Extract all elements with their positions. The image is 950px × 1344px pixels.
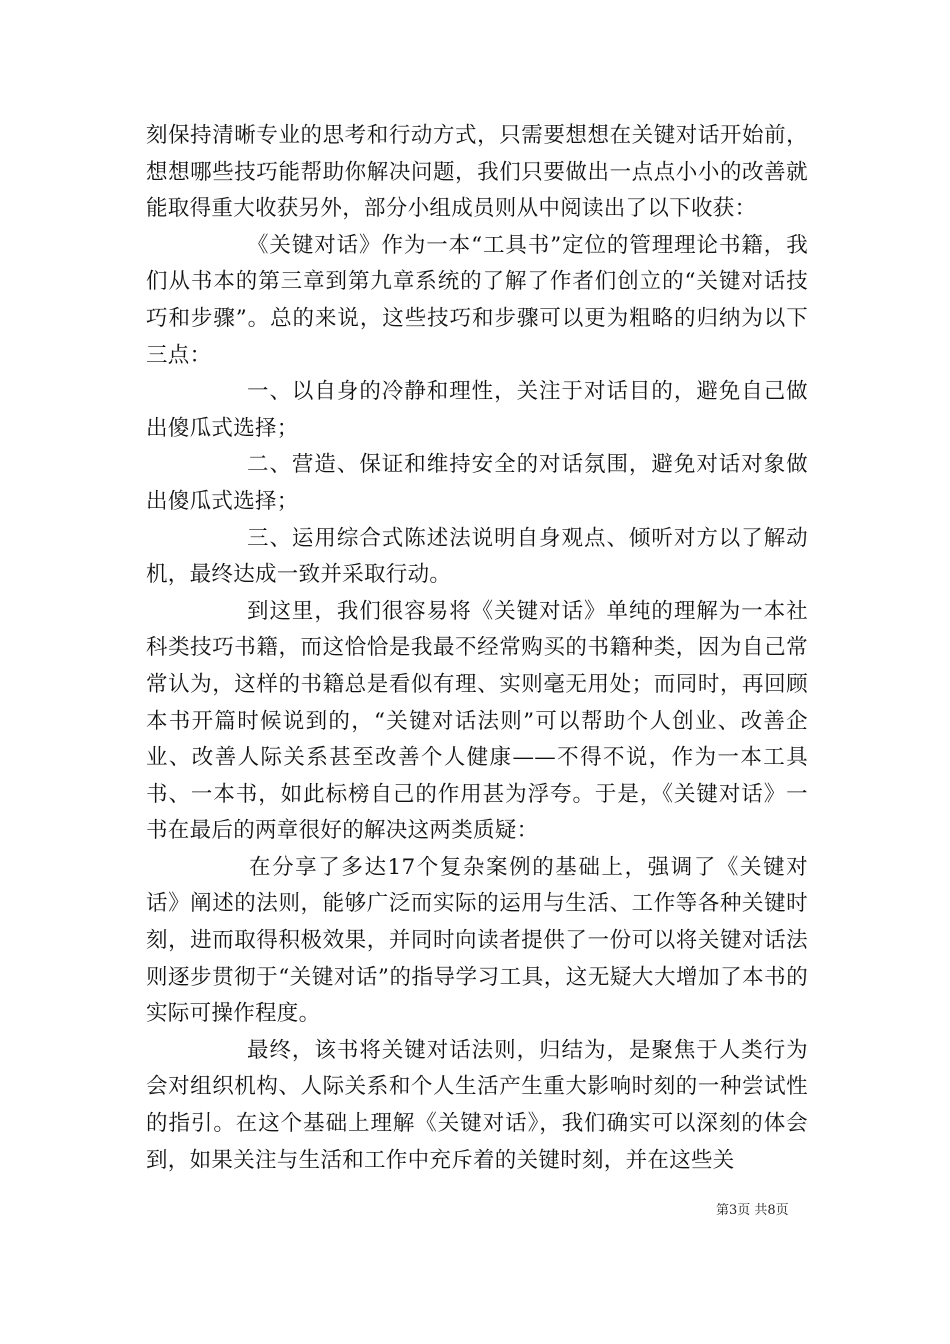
page-number-footer: 第3页 共8页: [716, 1203, 789, 1218]
paragraph-continuation: 刻保持清晰专业的思考和行动方式，只需要想想在关键对话开始前，想想哪些技巧能帮助你解决问题，我们只要做出一点点小小的改善就能取得重大收获另外，部分小组成员则从中阅读出了以下收获：: [146, 123, 808, 222]
paragraph-cases: 在分享了多达17个复杂案例的基础上，强调了《关键对话》阐述的法则，能够广泛而实际的运用与生活、工作等各种关键时刻，进而取得积极效果，并同时向读者提供了一份可以将关键对话法则逐步贯彻于“关键对话”的指导学习工具，这无疑大大增加了本书的实际可操作程度。: [146, 854, 808, 1027]
paragraph-point-one: 一、以自身的冷静和理性，关注于对话目的，避免自己做出傻瓜式选择；: [146, 379, 808, 441]
paragraph-point-two: 二、营造、保证和维持安全的对话氛围，避免对话对象做出傻瓜式选择；: [146, 452, 808, 514]
paragraph-point-three: 三、运用综合式陈述法说明自身观点、倾听对方以了解动机，最终达成一致并采取行动。: [146, 525, 808, 588]
paragraph-tool-book: 《关键对话》作为一本“工具书”定位的管理理论书籍，我们从书本的第三章到第九章系统的了解了作者们创立的“关键对话技巧和步骤”。总的来说，这些技巧和步骤可以更为粗略的归纳为以下三点：: [146, 232, 808, 368]
paragraph-doubts: 到这里，我们很容易将《关键对话》单纯的理解为一本社科类技巧书籍，而这恰恰是我最不经常购买的书籍种类，因为自己常常认为，这样的书籍总是看似有理、实则毫无用处；而同时，再回顾本书开篇时候说到的，“关键对话法则”可以帮助个人创业、改善企业、改善人际关系甚至改善个人健康——不得不说，作为一本工具书、一本书，如此标榜自己的作用甚为浮夸。于是，《关键对话》一书在最后的两章很好的解决这两类质疑：: [146, 598, 808, 844]
body-text: [146, 118, 808, 1179]
paragraph-conclusion: 最终，该书将关键对话法则，归结为，是聚焦于人类行为会对组织机构、人际关系和个人生活产生重大影响时刻的一种尝试性的指引。在这个基础上理解《关键对话》，我们确实可以深刻的体会到，如果关注与生活和工作中充斥着的关键时刻，并在这些关: [146, 1037, 808, 1173]
